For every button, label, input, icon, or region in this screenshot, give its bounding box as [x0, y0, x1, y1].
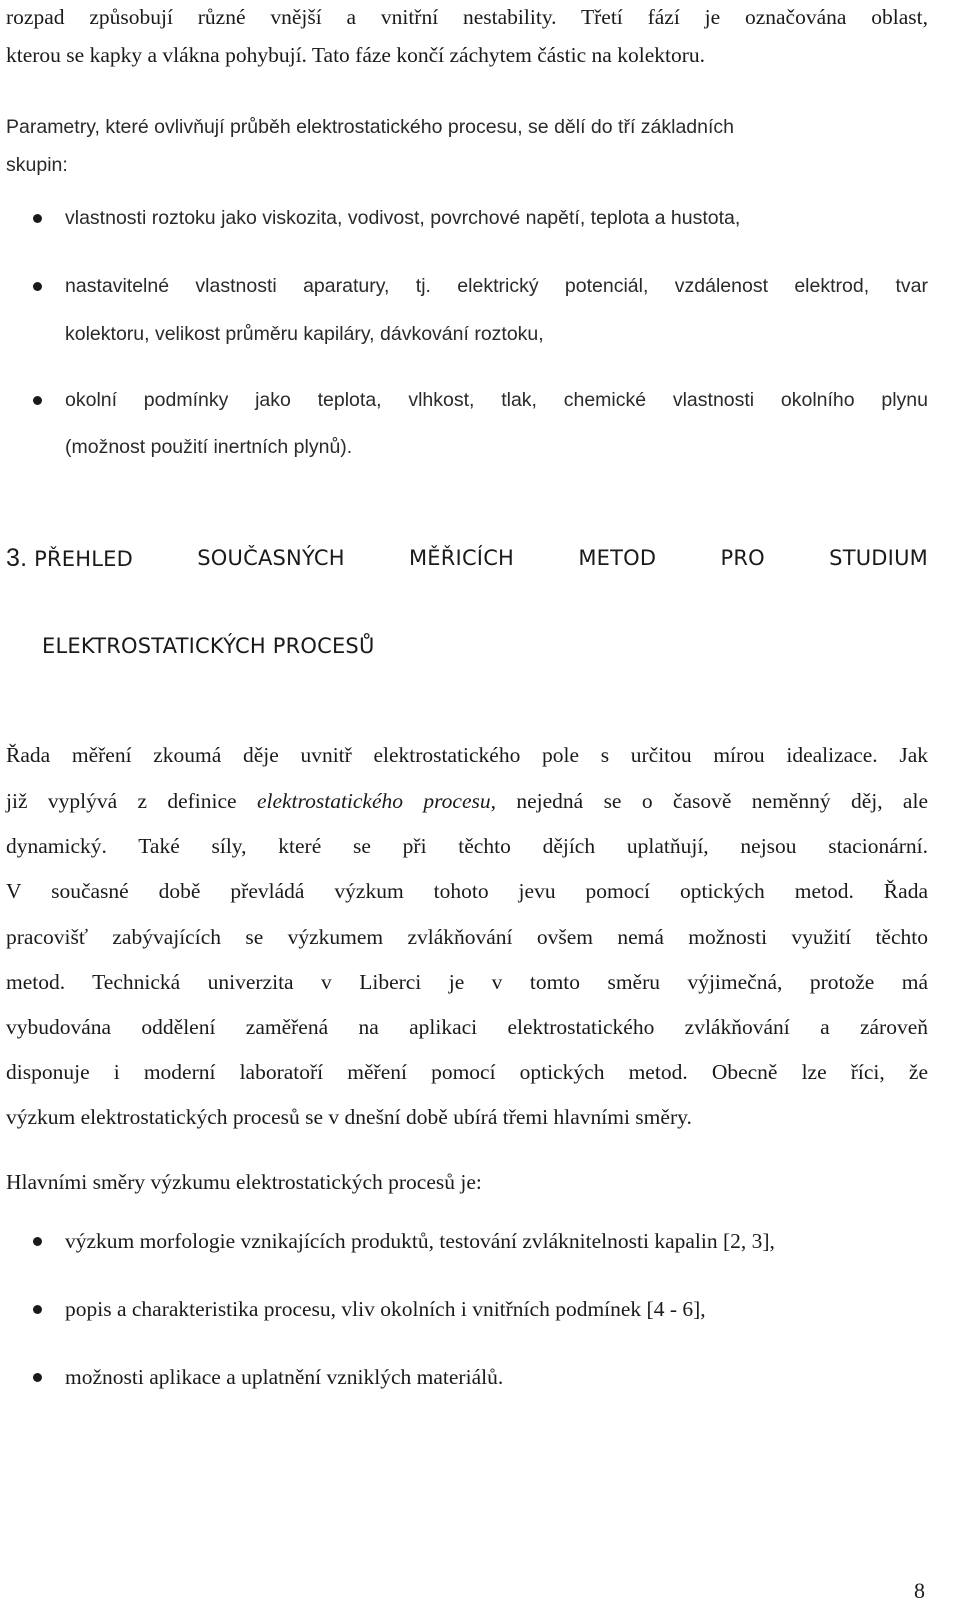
body-line-3: dynamický. Také síly, které se při těchto dějích uplatňují, nejsou stacionární.	[6, 834, 928, 858]
body-line-6: metod. Technická univerzita v Liberci je v tomto směru výjimečná, protože má	[6, 970, 928, 994]
parameters-line-2: skupin:	[6, 154, 68, 176]
section-heading-number: 3. PŘEHLED	[6, 544, 133, 572]
direction-item-2: popis a charakteristika procesu, vliv okolních i vnitřních podmínek [4 - 6],	[65, 1297, 706, 1321]
bullet-icon	[33, 214, 42, 223]
body-line-8: disponuje i moderní laboratoří měření pomocí optických metod. Obecně lze říci, že	[6, 1060, 928, 1084]
bullet-icon	[33, 396, 42, 405]
intro-line-1: rozpad způsobují různé vnější a vnitřní nestability. Třetí fází je označována oblast,	[6, 5, 928, 29]
body-line-4: V současné době převládá výzkum tohoto jevu pomocí optických metod. Řada	[6, 879, 928, 903]
body-line-7: vybudována oddělení zaměřená na aplikaci elektrostatického zvlákňování a zároveň	[6, 1015, 928, 1039]
body-line-2: již vyplývá z definice elektrostatického procesu, nejedná se o časově neměnný děj, ale	[6, 789, 928, 813]
direction-item-3: možnosti aplikace a uplatnění vzniklých materiálů.	[65, 1365, 504, 1389]
parameters-line-1: Parametry, které ovlivňují průběh elektrostatického procesu, se dělí do tří základních	[6, 116, 735, 138]
emphasis-term: elektrostatického procesu	[256, 789, 491, 813]
body-line-9: výzkum elektrostatických procesů se v dnešní době ubírá třemi hlavními směry.	[6, 1105, 692, 1129]
parameter-bullet-2-line-1: nastavitelné vlastnosti aparatury, tj. elektrický potenciál, vzdálenost elektrod, tvar	[65, 275, 928, 297]
body-line-1: Řada měření zkoumá děje uvnitř elektrostatického pole s určitou mírou idealizace. Jak	[6, 743, 928, 767]
section-heading-word: PRO	[720, 546, 765, 570]
section-heading-word: STUDIUM	[829, 546, 928, 570]
intro-line-2: kterou se kapky a vlákna pohybují. Tato fáze končí záchytem částic na kolektoru.	[6, 43, 705, 67]
parameter-bullet-3-line-1: okolní podmínky jako teplota, vlhkost, tlak, chemické vlastnosti okolního plynu	[65, 389, 928, 411]
direction-item-1: výzkum morfologie vznikajících produktů, testování zvláknitelnosti kapalin [2, 3],	[65, 1229, 775, 1253]
section-heading-word: METOD	[578, 546, 657, 570]
parameter-bullet-3-line-2: (možnost použití inertních plynů).	[65, 436, 353, 458]
page-number: 8	[914, 1578, 925, 1603]
section-heading-word: SOUČASNÝCH	[197, 546, 345, 570]
parameter-bullet-2-line-2: kolektoru, velikost průměru kapiláry, dávkování roztoku,	[65, 323, 544, 345]
bullet-icon	[33, 1373, 42, 1382]
section-heading	[6, 543, 928, 574]
section-heading-line-2: ELEKTROSTATICKÝCH PROCESŮ	[42, 634, 375, 658]
directions-intro: Hlavními směry výzkumu elektrostatických procesů je:	[6, 1170, 482, 1194]
parameter-bullet-1: vlastnosti roztoku jako viskozita, vodivost, povrchové napětí, teplota a hustota,	[65, 207, 741, 229]
section-heading-word: MĚŘICÍCH	[408, 546, 515, 570]
bullet-icon	[33, 282, 42, 291]
section-heading-line-1	[6, 543, 928, 574]
body-line-5: pracovišť zabývajících se výzkumem zvlákňování ovšem nemá možnosti využití těchto	[6, 925, 928, 949]
bullet-icon	[33, 1237, 42, 1246]
bullet-icon	[33, 1305, 42, 1314]
